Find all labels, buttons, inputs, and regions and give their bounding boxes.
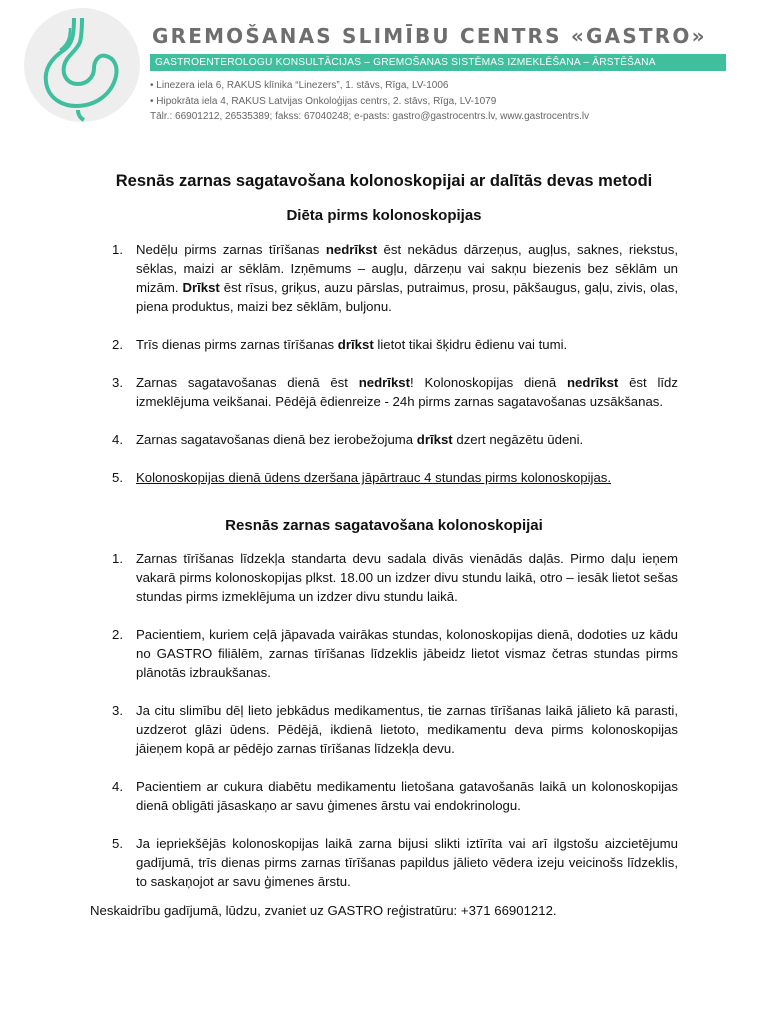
item-number: 1.	[112, 242, 123, 257]
diet-list	[112, 240, 678, 506]
organization-name: GREMOŠANAS SLIMĪBU CENTRS «GASTRO»	[152, 24, 707, 48]
list-item	[112, 625, 678, 682]
letterhead	[0, 0, 768, 130]
item-text: Ja citu slimību dēļ lieto jebkādus medikamentus, tie zarnas tīrīšanas laikā jālieto kā parasti, uzdzerot glāzi ūdens. Pēdējā, ikdienā lietoto, medikamentu deva pirms kolonoskopijas jāieņem kopā ar pēdējo zarnas tīrīšanas līdzekļa devu.	[136, 703, 678, 756]
document-title: Resnās zarnas sagatavošana kolonoskopijai ar dalītās devas metodi	[115, 172, 653, 190]
bold-term: Drīkst	[182, 280, 220, 295]
item-number: 3.	[112, 375, 123, 390]
list-item	[112, 834, 678, 891]
item-number: 1.	[112, 551, 123, 566]
address-linezera: • Linezera iela 6, RAKUS klīnika “Linezers”, 1. stāvs, Rīga, LV-1006	[150, 80, 449, 91]
item-text: Zarnas tīrīšanas līdzekļa standarta devu sadala divās vienādās daļās. Pirmo daļu ieņem vakarā pirms kolonoskopijas plkst. 18.00 un izdzer divu stundu laikā, otro – iesāk lietot sešas stundas pirms izmeklējuma un izdzer divu stundu laikā.	[136, 551, 678, 604]
item-number: 5.	[112, 836, 123, 851]
item-text: dzert negāzētu ūdeni.	[452, 432, 584, 447]
list-item	[112, 373, 678, 411]
prep-heading: Resnās zarnas sagatavošana kolonoskopijai	[225, 517, 543, 534]
item-text: Trīs dienas pirms zarnas tīrīšanas	[136, 337, 338, 352]
underlined-warning: Kolonoskopijas dienā ūdens dzeršana jāpārtrauc 4 stundas pirms kolonoskopijas.	[136, 470, 612, 485]
list-item	[112, 430, 678, 449]
bold-term: nedrīkst	[358, 375, 411, 390]
address-hipokrata: • Hipokrāta iela 4, RAKUS Latvijas Onkoloģijas centrs, 2. stāvs, Rīga, LV-1079	[150, 96, 497, 107]
list-item	[112, 468, 678, 487]
contact-footer: Neskaidrību gadījumā, lūdzu, zvaniet uz GASTRO reģistratūru: +371 66901212.	[90, 903, 557, 918]
item-number: 5.	[112, 470, 123, 485]
item-number: 2.	[112, 337, 123, 352]
bold-term: drīkst	[337, 337, 374, 352]
bold-term: nedrīkst	[567, 375, 619, 390]
bold-term: nedrīkst	[325, 242, 378, 257]
item-number: 4.	[112, 779, 123, 794]
item-text: ēst rīsus, griķus, auzu pārslas, putraimus, prosu, pākšaugus, gaļu, zivis, olas, piena produktus, maizi bez sēklām, buljonu.	[136, 280, 678, 314]
item-text: Zarnas sagatavošanas dienā bez ierobežojuma	[136, 432, 417, 447]
item-number: 2.	[112, 627, 123, 642]
item-text: ! Kolonoskopijas dienā	[410, 375, 567, 390]
tagline-text: GASTROENTEROLOGU KONSULTĀCIJAS – GREMOŠANAS SISTĒMAS IZMEKLĒŠANA – ĀRSTĒŠANA	[155, 57, 656, 68]
tagline-bar	[150, 54, 726, 71]
item-text: Pacientiem, kuriem ceļā jāpavada vairākas stundas, kolonoskopijas dienā, dodoties uz kādu no GASTRO filiālēm, zarnas tīrīšanas līdzeklis jābeidz lietot vismaz četras stundas pirms plānotās izbraukšanas.	[136, 627, 678, 680]
item-text: lietot tikai šķidru ēdienu vai tumi.	[373, 337, 568, 352]
item-number: 4.	[112, 432, 123, 447]
item-text: ēst līdz izmeklējuma veikšanai. Pēdējā ēdienreize - 24h pirms zarnas sagatavošanas uzsākšanas.	[136, 375, 678, 409]
list-item	[112, 549, 678, 606]
list-item	[112, 240, 678, 316]
item-text: Zarnas sagatavošanas dienā ēst	[136, 375, 359, 390]
item-text: ēst nekādus dārzeņus, augļus, saknes, riekstus, sēklas, maizi ar sēklām. Izņēmums – augļu, dārzeņu vai sakņu biezenis bez sēklām un mizām.	[136, 242, 678, 295]
item-text: Ja iepriekšējās kolonoskopijas laikā zarna bijusi slikti iztīrīta vai arī ilgstošu aizcietējumu gadījumā, trīs dienas pirms zarnas tīrīšanas papildus jālieto vēdera izeju veicinošs līdzeklis, to saskaņojot ar savu ģimenes ārstu.	[136, 836, 678, 889]
stomach-logo-icon	[22, 6, 142, 124]
item-number: 3.	[112, 703, 123, 718]
bold-term: drīkst	[416, 432, 453, 447]
list-item	[112, 777, 678, 815]
list-item	[112, 701, 678, 758]
diet-heading: Diēta pirms kolonoskopijas	[286, 207, 482, 224]
item-text: Nedēļu pirms zarnas tīrīšanas	[136, 242, 326, 257]
item-text: Pacientiem ar cukura diabētu medikamentu lietošana gatavošanās laikā un kolonoskopijas dienā obligāti jāsaskaņo ar savu ģimenes ārstu vai endokrinologu.	[136, 779, 678, 813]
list-item	[112, 335, 678, 354]
contact-info: Tālr.: 66901212, 26535389; fakss: 67040248; e-pasts: gastro@gastrocentrs.lv, www.gastrocentrs.lv	[150, 111, 590, 122]
prep-list	[112, 549, 678, 891]
